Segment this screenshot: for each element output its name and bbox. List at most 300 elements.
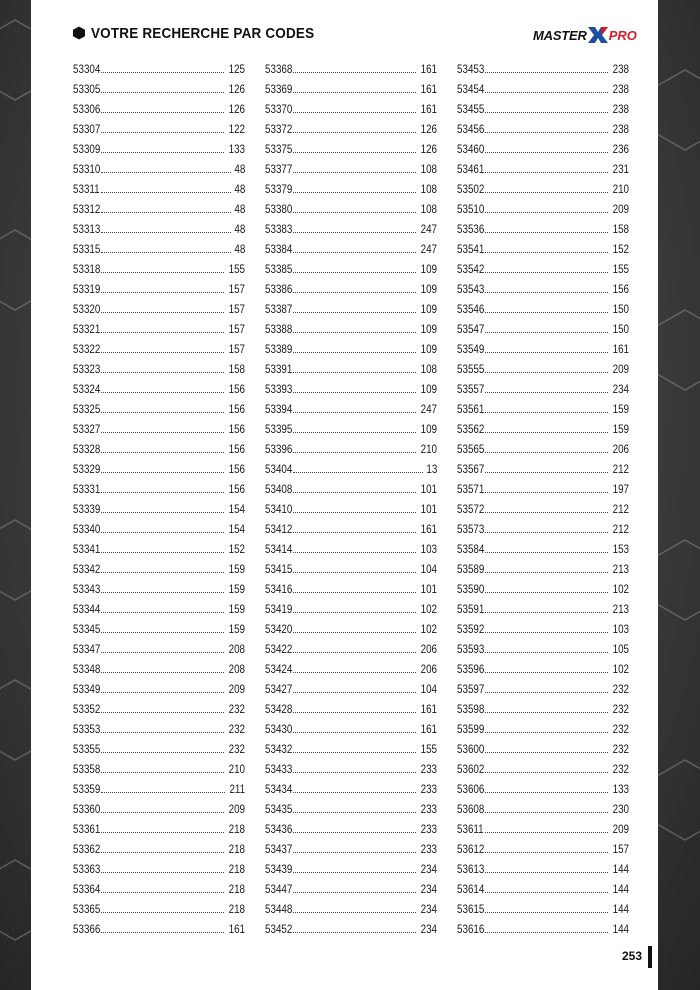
dot-leader <box>293 711 416 713</box>
index-entry <box>265 576 437 596</box>
dot-leader <box>101 891 224 893</box>
product-code: 53364 <box>73 882 101 896</box>
index-entry <box>457 396 629 416</box>
page-number-bar <box>648 946 652 968</box>
dot-leader <box>101 371 224 373</box>
page-reference: 157 <box>228 342 245 356</box>
product-code: 53368 <box>265 62 293 76</box>
product-code: 53389 <box>265 342 293 356</box>
dot-leader <box>293 451 416 453</box>
product-code: 53456 <box>457 122 485 136</box>
page-reference: 108 <box>420 362 437 376</box>
product-code: 53344 <box>73 602 101 616</box>
page-reference: 208 <box>228 642 245 656</box>
index-entry <box>457 736 629 756</box>
index-entry <box>265 496 437 516</box>
product-code: 53460 <box>457 142 485 156</box>
dot-leader <box>293 371 416 373</box>
page-reference: 206 <box>420 642 437 656</box>
page-reference: 233 <box>420 762 437 776</box>
page-reference: 161 <box>420 62 437 76</box>
product-code: 53375 <box>265 142 293 156</box>
index-column-2 <box>265 56 437 936</box>
product-code: 53419 <box>265 602 293 616</box>
page-reference: 144 <box>612 902 629 916</box>
product-code: 53366 <box>73 922 101 936</box>
index-entry <box>73 416 245 436</box>
product-code: 53341 <box>73 542 101 556</box>
dot-leader <box>485 771 608 773</box>
product-code: 53345 <box>73 622 101 636</box>
dot-leader <box>101 251 231 253</box>
page-reference: 126 <box>228 102 245 116</box>
product-code: 53343 <box>73 582 101 596</box>
index-entry <box>73 136 245 156</box>
dot-leader <box>485 291 608 293</box>
dot-leader <box>101 731 224 733</box>
product-code: 53386 <box>265 282 293 296</box>
dot-leader <box>293 91 416 93</box>
dot-leader <box>293 551 416 553</box>
product-code: 53329 <box>73 462 101 476</box>
dot-leader <box>101 171 231 173</box>
page-reference: 218 <box>228 822 245 836</box>
dot-leader <box>485 431 608 433</box>
product-code: 53318 <box>73 262 101 276</box>
product-code: 53362 <box>73 842 101 856</box>
index-entry <box>265 796 437 816</box>
index-entry <box>265 856 437 876</box>
page-reference: 101 <box>420 502 437 516</box>
dot-leader <box>485 911 608 913</box>
dot-leader <box>293 431 416 433</box>
product-code: 53410 <box>265 502 293 516</box>
page-reference: 109 <box>420 422 437 436</box>
dot-leader <box>293 591 416 593</box>
page-header <box>72 22 339 44</box>
product-code: 53312 <box>73 202 101 216</box>
page-reference: 152 <box>228 542 245 556</box>
index-entry <box>265 816 437 836</box>
product-code: 53383 <box>265 222 293 236</box>
product-code: 53447 <box>265 882 293 896</box>
index-entry <box>73 356 245 376</box>
product-code: 53448 <box>265 902 293 916</box>
dot-leader <box>485 111 608 113</box>
page-reference: 234 <box>420 862 437 876</box>
page-reference: 159 <box>228 562 245 576</box>
page-reference: 156 <box>612 282 629 296</box>
index-entry <box>265 176 437 196</box>
index-entry <box>73 396 245 416</box>
page-reference: 232 <box>228 742 245 756</box>
dot-leader <box>293 231 416 233</box>
index-entry <box>265 736 437 756</box>
product-code: 53561 <box>457 402 485 416</box>
index-entry <box>265 916 437 936</box>
index-entry <box>457 616 629 636</box>
dot-leader <box>293 291 416 293</box>
page-reference: 156 <box>228 382 245 396</box>
dot-leader <box>485 71 608 73</box>
product-code: 53562 <box>457 422 485 436</box>
product-code: 53315 <box>73 242 101 256</box>
index-entry <box>73 596 245 616</box>
product-code: 53436 <box>265 822 293 836</box>
index-entry <box>457 356 629 376</box>
page-reference: 210 <box>228 762 245 776</box>
dot-leader <box>485 271 608 273</box>
dot-leader <box>293 471 423 473</box>
index-entry <box>265 836 437 856</box>
dot-leader <box>293 771 416 773</box>
index-entry <box>73 336 245 356</box>
product-code: 53319 <box>73 282 101 296</box>
dot-leader <box>101 111 224 113</box>
index-entry <box>457 516 629 536</box>
dot-leader <box>293 331 416 333</box>
index-entry <box>457 876 629 896</box>
index-entry <box>457 456 629 476</box>
index-entry <box>73 216 245 236</box>
index-entry <box>265 216 437 236</box>
product-code: 53541 <box>457 242 485 256</box>
page-reference: 210 <box>612 182 629 196</box>
page-reference: 156 <box>228 482 245 496</box>
dot-leader <box>293 571 416 573</box>
product-code: 53602 <box>457 762 485 776</box>
page-reference: 234 <box>612 382 629 396</box>
dot-leader <box>293 511 416 513</box>
dot-leader <box>101 71 224 73</box>
index-entry <box>265 56 437 76</box>
page-reference: 159 <box>228 582 245 596</box>
dot-leader <box>485 451 608 453</box>
page-reference: 230 <box>612 802 629 816</box>
page-reference: 48 <box>234 222 245 236</box>
dot-leader <box>485 691 608 693</box>
index-entry <box>265 236 437 256</box>
page-reference: 144 <box>612 882 629 896</box>
index-entry <box>265 76 437 96</box>
index-entry <box>457 416 629 436</box>
page-reference: 210 <box>420 442 437 456</box>
product-code: 53396 <box>265 442 293 456</box>
page-reference: 48 <box>234 242 245 256</box>
page-reference: 208 <box>228 662 245 676</box>
index-entry <box>457 476 629 496</box>
page-reference: 159 <box>228 622 245 636</box>
page-reference: 153 <box>612 542 629 556</box>
dot-leader <box>485 791 608 793</box>
product-code: 53422 <box>265 642 293 656</box>
index-entry <box>265 276 437 296</box>
index-entry <box>457 156 629 176</box>
dot-leader <box>101 591 224 593</box>
dot-leader <box>101 191 231 193</box>
dot-leader <box>485 411 608 413</box>
product-code: 53387 <box>265 302 293 316</box>
page-reference: 109 <box>420 342 437 356</box>
product-code: 53536 <box>457 222 485 236</box>
page-reference: 218 <box>228 862 245 876</box>
index-entry <box>73 696 245 716</box>
index-entry <box>73 676 245 696</box>
product-code: 53420 <box>265 622 293 636</box>
dot-leader <box>293 611 416 613</box>
page-reference: 238 <box>612 62 629 76</box>
product-code: 53453 <box>457 62 485 76</box>
page-reference: 159 <box>612 402 629 416</box>
index-entry <box>73 456 245 476</box>
dot-leader <box>293 271 416 273</box>
dot-leader <box>101 911 224 913</box>
dot-leader <box>485 851 608 853</box>
page-reference: 13 <box>426 462 437 476</box>
page-reference: 158 <box>612 222 629 236</box>
product-code: 53393 <box>265 382 293 396</box>
page-reference: 108 <box>420 162 437 176</box>
page-reference: 247 <box>420 242 437 256</box>
product-code: 53361 <box>73 822 101 836</box>
dot-leader <box>101 671 224 673</box>
product-code: 53435 <box>265 802 293 816</box>
product-code: 53590 <box>457 582 485 596</box>
dot-leader <box>485 871 608 873</box>
page-reference: 104 <box>420 682 437 696</box>
page-reference: 122 <box>228 122 245 136</box>
index-entry <box>265 416 437 436</box>
index-entry <box>73 836 245 856</box>
page-reference: 109 <box>420 302 437 316</box>
product-code: 53542 <box>457 262 485 276</box>
product-code: 53348 <box>73 662 101 676</box>
product-code: 53596 <box>457 662 485 676</box>
page-reference: 154 <box>228 502 245 516</box>
product-code: 53377 <box>265 162 293 176</box>
page-reference: 126 <box>228 82 245 96</box>
product-code: 53388 <box>265 322 293 336</box>
index-entry <box>265 256 437 276</box>
index-entry <box>265 756 437 776</box>
product-code: 53424 <box>265 662 293 676</box>
index-entry <box>457 176 629 196</box>
page-reference: 234 <box>420 882 437 896</box>
dot-leader <box>101 451 224 453</box>
dot-leader <box>485 511 608 513</box>
dot-leader <box>293 891 416 893</box>
product-code: 53591 <box>457 602 485 616</box>
dot-leader <box>293 391 416 393</box>
product-code: 53427 <box>265 682 293 696</box>
index-entry <box>73 576 245 596</box>
page-number: 253 <box>622 949 643 963</box>
dot-leader <box>485 91 608 93</box>
index-entry <box>457 776 629 796</box>
dot-leader <box>101 231 231 233</box>
dot-leader <box>293 931 416 933</box>
product-code: 53598 <box>457 702 485 716</box>
page-reference: 103 <box>420 542 437 556</box>
dot-leader <box>293 351 416 353</box>
product-code: 53369 <box>265 82 293 96</box>
page-reference: 103 <box>612 622 629 636</box>
page-reference: 197 <box>612 482 629 496</box>
page-reference: 152 <box>612 242 629 256</box>
dot-leader <box>101 311 224 313</box>
index-entry <box>457 856 629 876</box>
page-reference: 161 <box>420 722 437 736</box>
product-code: 53510 <box>457 202 485 216</box>
page-reference: 212 <box>612 502 629 516</box>
index-entry <box>265 96 437 116</box>
page-reference: 155 <box>228 262 245 276</box>
page-reference: 238 <box>612 102 629 116</box>
index-entry <box>265 636 437 656</box>
product-code: 53428 <box>265 702 293 716</box>
product-code: 53353 <box>73 722 101 736</box>
product-code: 53380 <box>265 202 293 216</box>
page-reference: 238 <box>612 122 629 136</box>
dot-leader <box>293 751 416 753</box>
dot-leader <box>293 491 416 493</box>
page-reference: 150 <box>612 302 629 316</box>
product-code: 53613 <box>457 862 485 876</box>
product-code: 53352 <box>73 702 101 716</box>
index-entry <box>457 116 629 136</box>
product-code: 53355 <box>73 742 101 756</box>
index-entry <box>73 876 245 896</box>
product-code: 53310 <box>73 162 101 176</box>
product-code: 53416 <box>265 582 293 596</box>
page-reference: 236 <box>612 142 629 156</box>
product-code: 53616 <box>457 922 485 936</box>
page-reference: 108 <box>420 202 437 216</box>
index-entry <box>457 376 629 396</box>
page-reference: 104 <box>420 562 437 576</box>
index-entry <box>73 796 245 816</box>
dot-leader <box>101 471 224 473</box>
index-entry <box>265 676 437 696</box>
product-code: 53567 <box>457 462 485 476</box>
product-code: 53547 <box>457 322 485 336</box>
index-entry <box>265 556 437 576</box>
index-entry <box>457 756 629 776</box>
dot-leader <box>293 911 416 913</box>
index-entry <box>457 816 629 836</box>
page-reference: 232 <box>612 742 629 756</box>
dot-leader <box>101 771 224 773</box>
page-reference: 209 <box>228 682 245 696</box>
page-reference: 156 <box>228 422 245 436</box>
dot-leader <box>485 551 608 553</box>
index-entry <box>265 376 437 396</box>
index-entry <box>457 916 629 936</box>
page-reference: 109 <box>420 322 437 336</box>
page-reference: 156 <box>228 402 245 416</box>
dot-leader <box>101 791 225 793</box>
product-code: 53608 <box>457 802 485 816</box>
product-code: 53589 <box>457 562 485 576</box>
product-code: 53360 <box>73 802 101 816</box>
dot-leader <box>293 871 416 873</box>
dot-leader <box>485 891 608 893</box>
dot-leader <box>101 511 224 513</box>
product-code: 53461 <box>457 162 485 176</box>
dot-leader <box>293 131 416 133</box>
page-reference: 102 <box>612 662 629 676</box>
dot-leader <box>101 291 224 293</box>
index-entry <box>457 216 629 236</box>
product-code: 53395 <box>265 422 293 436</box>
page-reference: 218 <box>228 842 245 856</box>
page-reference: 109 <box>420 282 437 296</box>
dot-leader <box>485 131 608 133</box>
product-code: 53597 <box>457 682 485 696</box>
dot-leader <box>101 151 224 153</box>
dot-leader <box>485 631 608 633</box>
index-entry <box>457 76 629 96</box>
index-entry <box>265 296 437 316</box>
index-entry <box>265 336 437 356</box>
index-entry <box>73 376 245 396</box>
page-reference: 247 <box>420 222 437 236</box>
page-reference: 206 <box>420 662 437 676</box>
index-entry <box>265 896 437 916</box>
product-code: 53437 <box>265 842 293 856</box>
index-entry <box>457 56 629 76</box>
index-entry <box>457 536 629 556</box>
index-entry <box>457 796 629 816</box>
index-entry <box>265 716 437 736</box>
dot-leader <box>485 651 608 653</box>
index-entry <box>73 196 245 216</box>
index-entry <box>265 516 437 536</box>
page-reference: 101 <box>420 482 437 496</box>
index-entry <box>265 456 437 476</box>
product-code: 53571 <box>457 482 485 496</box>
product-code: 53365 <box>73 902 101 916</box>
page-reference: 108 <box>420 182 437 196</box>
page-reference: 125 <box>228 62 245 76</box>
page-reference: 161 <box>420 82 437 96</box>
product-code: 53327 <box>73 422 101 436</box>
dot-leader <box>101 351 224 353</box>
dot-leader <box>485 211 608 213</box>
page-reference: 155 <box>420 742 437 756</box>
product-code: 53394 <box>265 402 293 416</box>
product-code: 53306 <box>73 102 101 116</box>
dot-leader <box>101 871 224 873</box>
index-entry <box>73 856 245 876</box>
product-code: 53432 <box>265 742 293 756</box>
dot-leader <box>485 931 608 933</box>
page-reference: 231 <box>612 162 629 176</box>
dot-leader <box>293 191 416 193</box>
product-code: 53408 <box>265 482 293 496</box>
product-code: 53612 <box>457 842 485 856</box>
index-entry <box>457 436 629 456</box>
page-reference: 156 <box>228 442 245 456</box>
index-entry <box>457 96 629 116</box>
page-reference: 159 <box>612 422 629 436</box>
page-reference: 156 <box>228 462 245 476</box>
product-code: 53339 <box>73 502 101 516</box>
index-entry <box>73 776 245 796</box>
product-code: 53385 <box>265 262 293 276</box>
dot-leader <box>485 811 608 813</box>
index-entry <box>73 756 245 776</box>
